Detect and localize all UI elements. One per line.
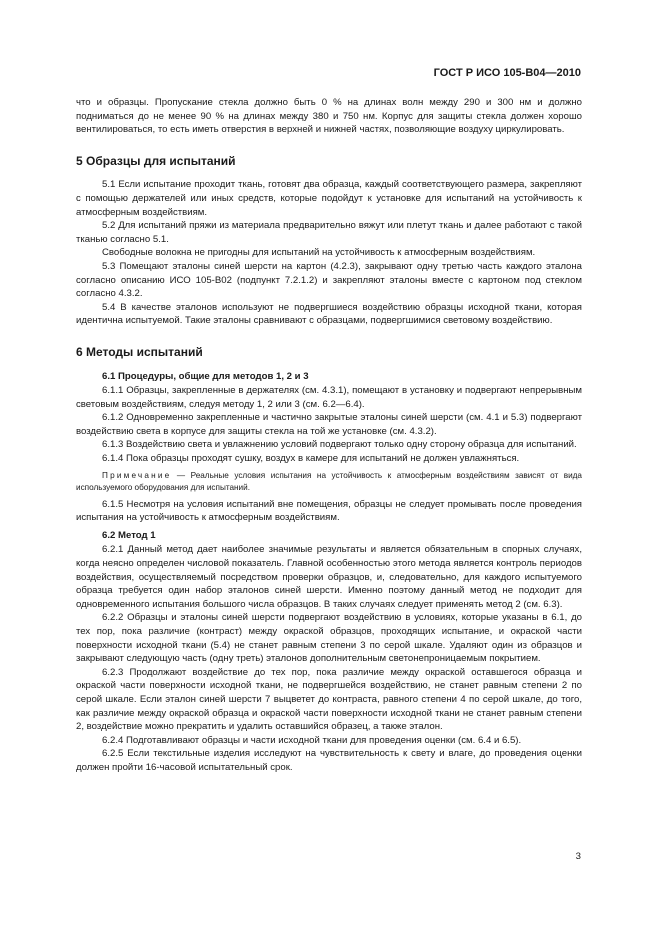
document-header: ГОСТ Р ИСО 105-В04—2010 [433,67,581,79]
para-5-1: 5.1 Если испытание проходит ткань, готовят два образца, каждый соответствующего размера, закрепляют с помощью держателей или иных средств, которые подойдут к установке для испытаний на устойчивость к атмосферным воздействиям. [76,179,582,218]
para-6-1-2: 6.1.2 Одновременно закрепленные и частично закрытые эталоны синей шерсти (см. 4.1 и 5.3) подвергают воздействию света в корпусе для защиты стекла на той же установке (см. 4.3.2). [76,412,582,437]
para-6-2-5: 6.2.5 Если текстильные изделия исследуют на чувствительность к свету и влаге, до проведения оценки должен пройти 16-часовой испытательный срок. [76,748,582,773]
section-6-heading: 6 Методы испытаний [76,344,203,359]
para-5-3: 5.3 Помещают эталоны синей шерсти на картон (4.2.3), закрывают одну третью часть каждого эталона согласно описанию ИСО 105-В02 (подпункт 7.2.1.2) и закрепляют эталоны вместе с картоном под стеклом согласно 4.3.2. [76,260,582,300]
section-6-2-heading: 6.2 Метод 1 [102,529,156,541]
para-6-1-4: 6.1.4 Пока образцы проходят сушку, воздух в камере для испытаний не должен увлажняться. [102,453,520,465]
para-6-1-3: 6.1.3 Воздействию света и увлажнению условий подвергают только одну сторону образца для испытаний. [102,439,577,451]
para-6-2-1: 6.2.1 Данный метод дает наиболее значимые результаты и является обязательным в спорных случаях, когда неясно определен числовой показатель. Главной особенностью этого метода является контроль периодов воздействия, осуществляемый посредством проверки образцов, и, следовательно, для каждого испытуемого образца требуется один набор эталонов синей шерсти. Именно поэтому данный метод не подходит для одновременного испытания большого числа образцов. В таких случаях следует применять метод 2 (см. 6.3). [76,544,582,610]
para-6-2-2: 6.2.2 Образцы и эталоны синей шерсти подвергают воздействию в условиях, которые указаны в 6.1, до тех пор, пока различие (контраст) между окраской образцов, проходящих испытание, и окраской части поверхности исходной ткани (5.4) не станет равным степени 3 по серой шкале. Удаляют один из образцов и закрывают следующую часть (одну треть) эталонов дополнительным светонепроницаемым покрытием. [76,612,582,665]
para-6-1-1: 6.1.1 Образцы, закрепленные в держателях (см. 4.3.1), помещают в установку и подвергают непрерывным световым воздействиям, следуя методу 1, 2 или 3 (см. 6.2—6.4). [76,385,582,410]
section-5-heading: 5 Образцы для испытаний [76,153,236,168]
document-body [76,96,582,775]
intro-paragraph: что и образцы. Пропускание стекла должно быть 0 % на длинах волн между 290 и 300 нм и должно подниматься до не менее 90 % на длинах между 380 и 750 нм. Корпус для защиты стекла должен хорошо вентилироваться, то есть иметь отверстия в верхней и нижней частях, позволяющие воздуху циркулировать. [76,97,582,136]
page-number: 3 [575,851,581,862]
para-5-4: 5.4 В качестве эталонов используют не подвергшиеся воздействию образцы исходной ткани, которая идентична испытуемой. Такие эталоны сравнивают с образцами, подвергшимися световому воздействию. [76,301,582,327]
section-6-1-heading: 6.1 Процедуры, общие для методов 1, 2 и 3 [102,370,309,382]
para-5-2-note: Свободные волокна не пригодны для испытаний на устойчивость к атмосферным воздействиям. [102,247,536,259]
para-6-2-3: 6.2.3 Продолжают воздействие до тех пор, пока различие между окраской оставшегося образца и окраской части поверхности исходной ткани, не подвергшейся воздействию, не станет равным степени 2 по серой шкале. Если эталон синей шерсти 7 выцветет до контраста, равного степени 4 по серой шкале, до того, как различие между окраской образца и окраской части поверхности исходной ткани не станет равным степени 2, воздействие можно прекратить и удалить оставшийся образец, а также эталон. [76,666,582,733]
note [76,470,582,494]
para-6-2-4: 6.2.4 Подготавливают образцы и части исходной ткани для проведения оценки (см. 6.4 и 6.5). [102,734,522,746]
note-text: — Реальные условия испытания на устойчивость к атмосферным воздействиям зависят от вида используемого оборудования для испытаний. [76,470,582,492]
para-6-1-5: 6.1.5 Несмотря на условия испытаний вне помещения, образцы не следует промывать после проведения испытания на устойчивость к атмосферным воздействиям. [76,498,582,524]
note-label: Примечание [102,470,172,480]
para-5-2: 5.2 Для испытаний пряжи из материала предварительно вяжут или плетут ткань и далее работают с такой тканью согласно 5.1. [76,220,582,245]
